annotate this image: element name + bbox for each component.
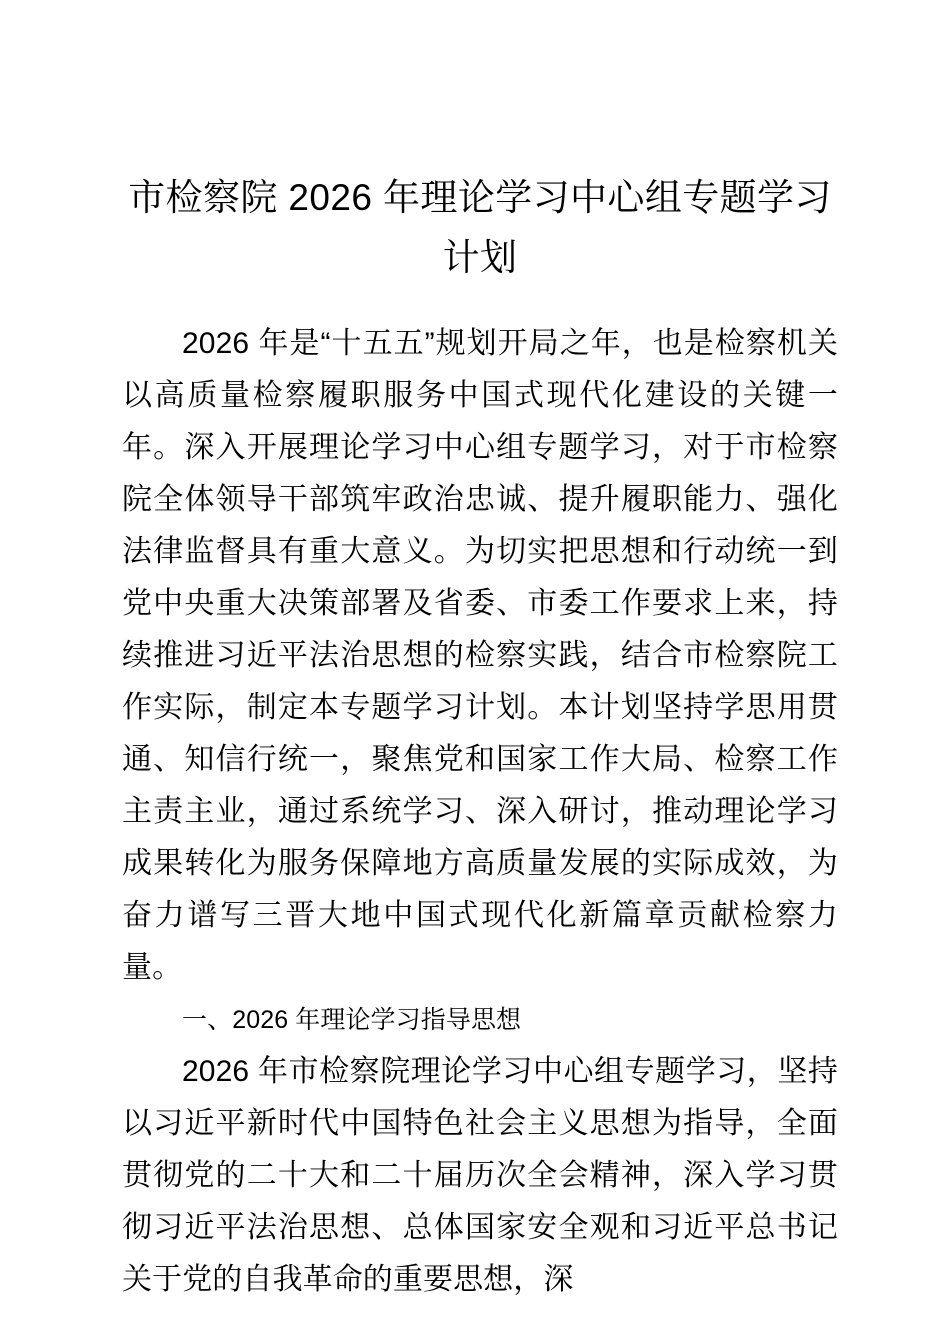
page-text-column	[122, 0, 838, 1344]
page-title	[122, 0, 838, 288]
section-heading-1: 一、2026 年理论学习指导思想	[182, 1005, 522, 1034]
page-title-line-1: 市检察院 2026 年理论学习中心组专题学习	[128, 177, 832, 218]
section-1-paragraph: 2026 年市检察院理论学习中心组专题学习，坚持以习近平新时代中国特色社会主义思想为指导，全面贯彻党的二十大和二十届历次全会精神，深入学习贯彻习近平法治思想、总体国家安全观和习近平总书记关于党的自我革命的重要思想，深	[122, 1054, 838, 1296]
intro-paragraph: 2026 年是“十五五”规划开局之年，也是检察机关以高质量检察履职服务中国式现代化建设的关键一年。深入开展理论学习中心组专题学习，对于市检察院全体领导干部筑牢政治忠诚、提升履职能力、强化法律监督具有重大意义。为切实把思想和行动统一到党中央重大决策部署及省委、市委工作要求上来，持续推进习近平法治思想的检察实践，结合市检察院工作实际，制定本专题学习计划。本计划坚持学思用贯通、知信行统一，聚焦党和国家工作大局、检察工作主责主业，通过系统学习、深入研讨，推动理论学习成果转化为服务保障地方高质量发展的实际成效，为奋力谱写三晋大地中国式现代化新篇章贡献检察力量。	[122, 326, 838, 984]
page-title-line-2: 计划	[442, 236, 518, 278]
